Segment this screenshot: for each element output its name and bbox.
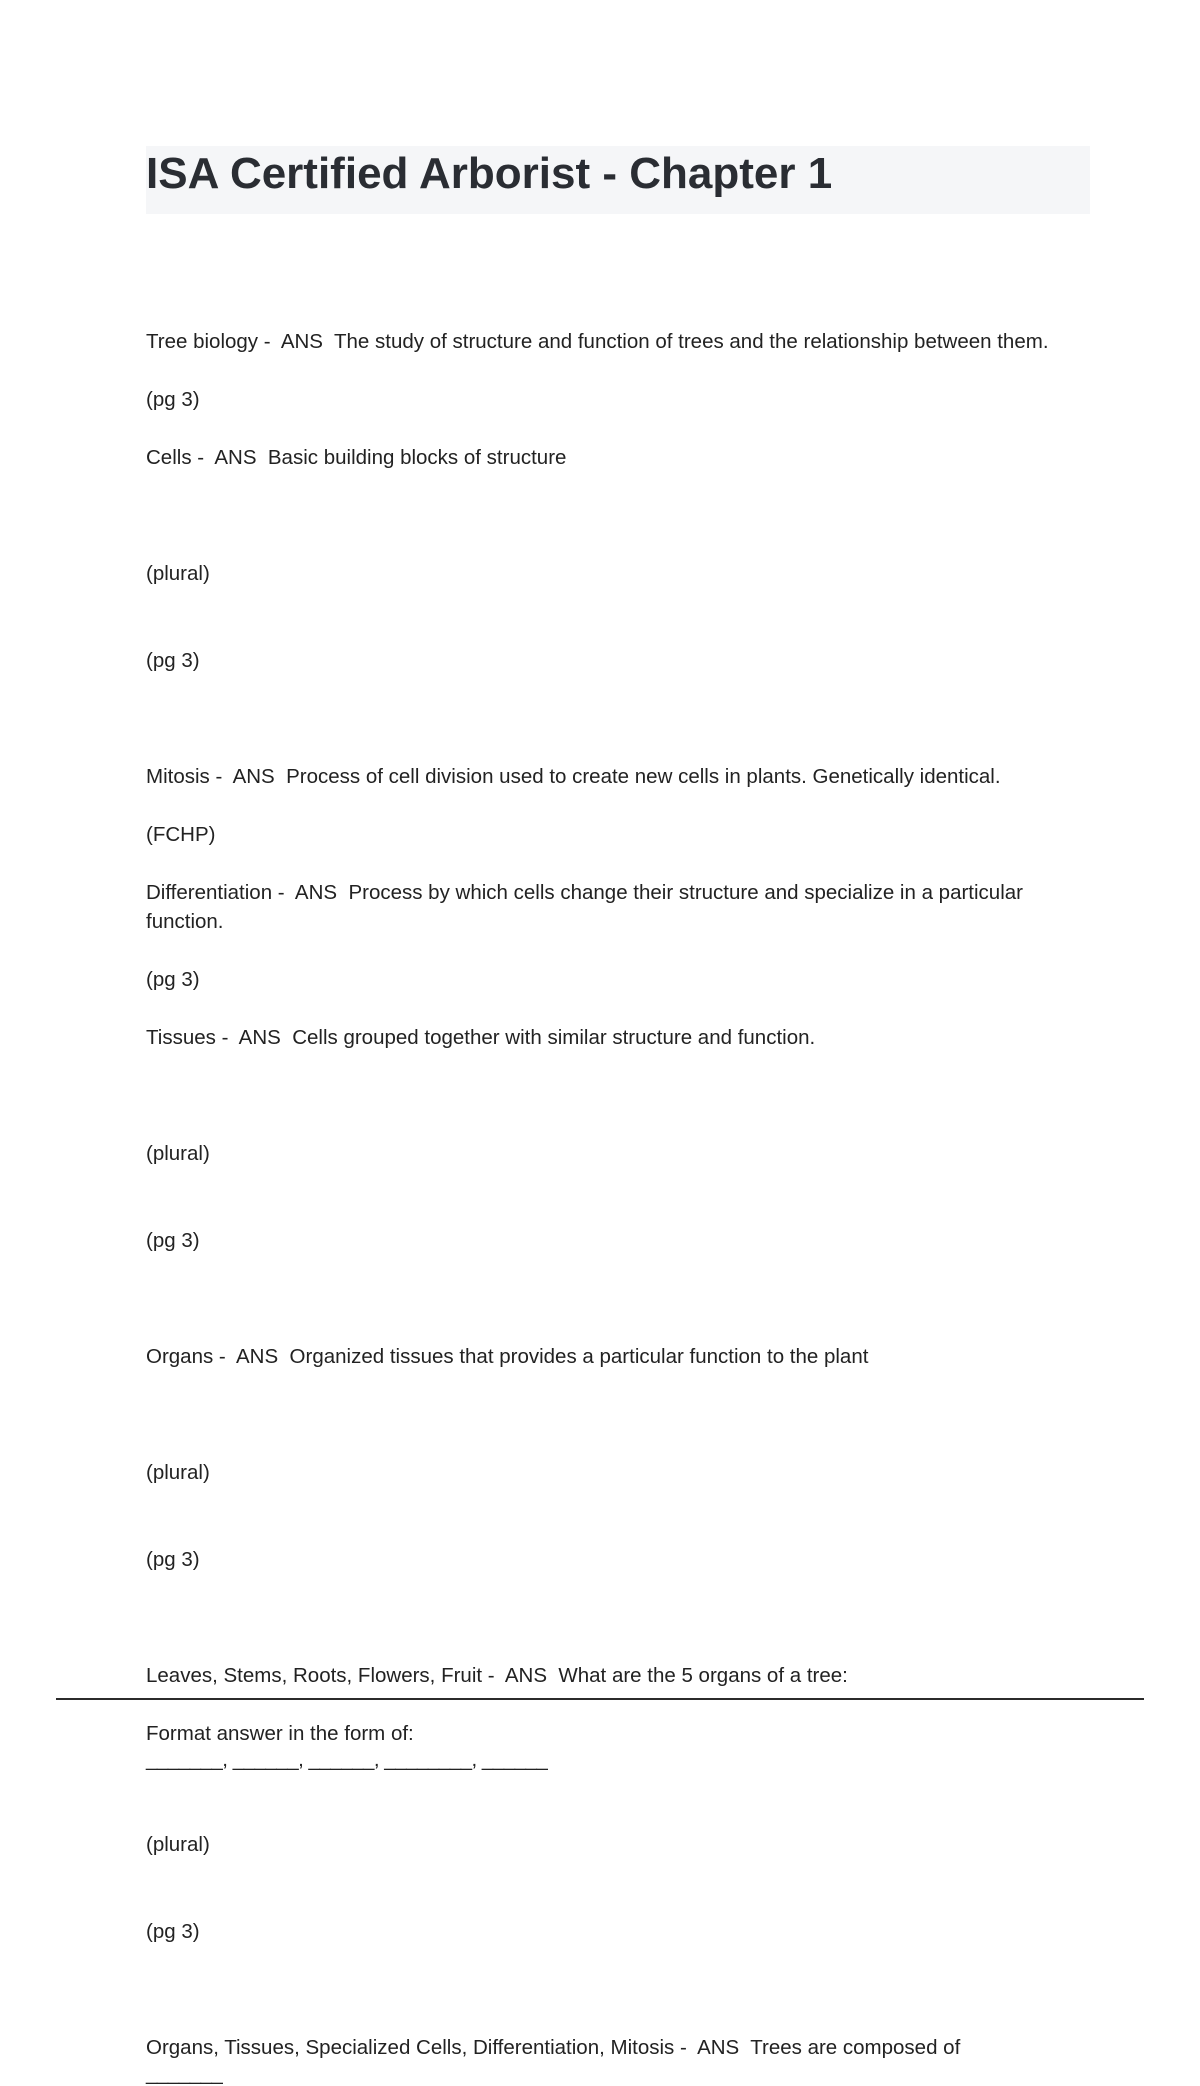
note-line: (pg 3): [146, 1548, 200, 1571]
entry-note: [146, 1081, 1086, 1313]
entry-note: [146, 501, 1086, 733]
entry-organs: Organs - ANS Organized tissues that provides a particular function to the plant: [146, 1345, 869, 1368]
title-band: [146, 146, 1090, 214]
entry-five-organs: Leaves, Stems, Roots, Flowers, Fruit - ANS What are the 5 organs of a tree:: [146, 1664, 848, 1687]
entry-page-ref: (pg 3): [146, 388, 200, 411]
entry-mitosis: Mitosis - ANS Process of cell division used to create new cells in plants. Genetically identical.: [146, 765, 1001, 788]
page-title: ISA Certified Arborist - Chapter 1: [146, 149, 833, 198]
entry-page-ref: (pg 3): [146, 968, 200, 991]
entry-tissues: Tissues - ANS Cells grouped together with similar structure and function.: [146, 1026, 816, 1049]
entry-tree-biology: Tree biology - ANS The study of structure and function of trees and the relationship between them.: [146, 330, 1049, 353]
entry-format-instruction: Format answer in the form of:: [146, 1722, 414, 1745]
note-line: (plural): [146, 1461, 210, 1484]
entry-note: [146, 1400, 1086, 1632]
note-line: (pg 3): [146, 1920, 200, 1943]
entry-cells: Cells - ANS Basic building blocks of structure: [146, 446, 567, 469]
note-line: (plural): [146, 1833, 210, 1856]
note-line: (pg 3): [146, 1229, 200, 1252]
note-line: (plural): [146, 1142, 210, 1165]
entry-note: [146, 1772, 1086, 2004]
entry-differentiation: Differentiation - ANS Process by which cells change their structure and specialize in a particular function.: [146, 881, 1029, 933]
note-line: (plural): [146, 562, 210, 585]
entry-fchp: (FCHP): [146, 823, 216, 846]
answer-blank: _______: [146, 2062, 223, 2085]
answer-blanks: _______, ______, ______, ________, ______: [146, 1748, 548, 1771]
note-line: (pg 3): [146, 649, 200, 672]
entry-trees-composed: Organs, Tissues, Specialized Cells, Differentiation, Mitosis - ANS Trees are composed of: [146, 2036, 961, 2059]
document-body: [146, 327, 1086, 2086]
